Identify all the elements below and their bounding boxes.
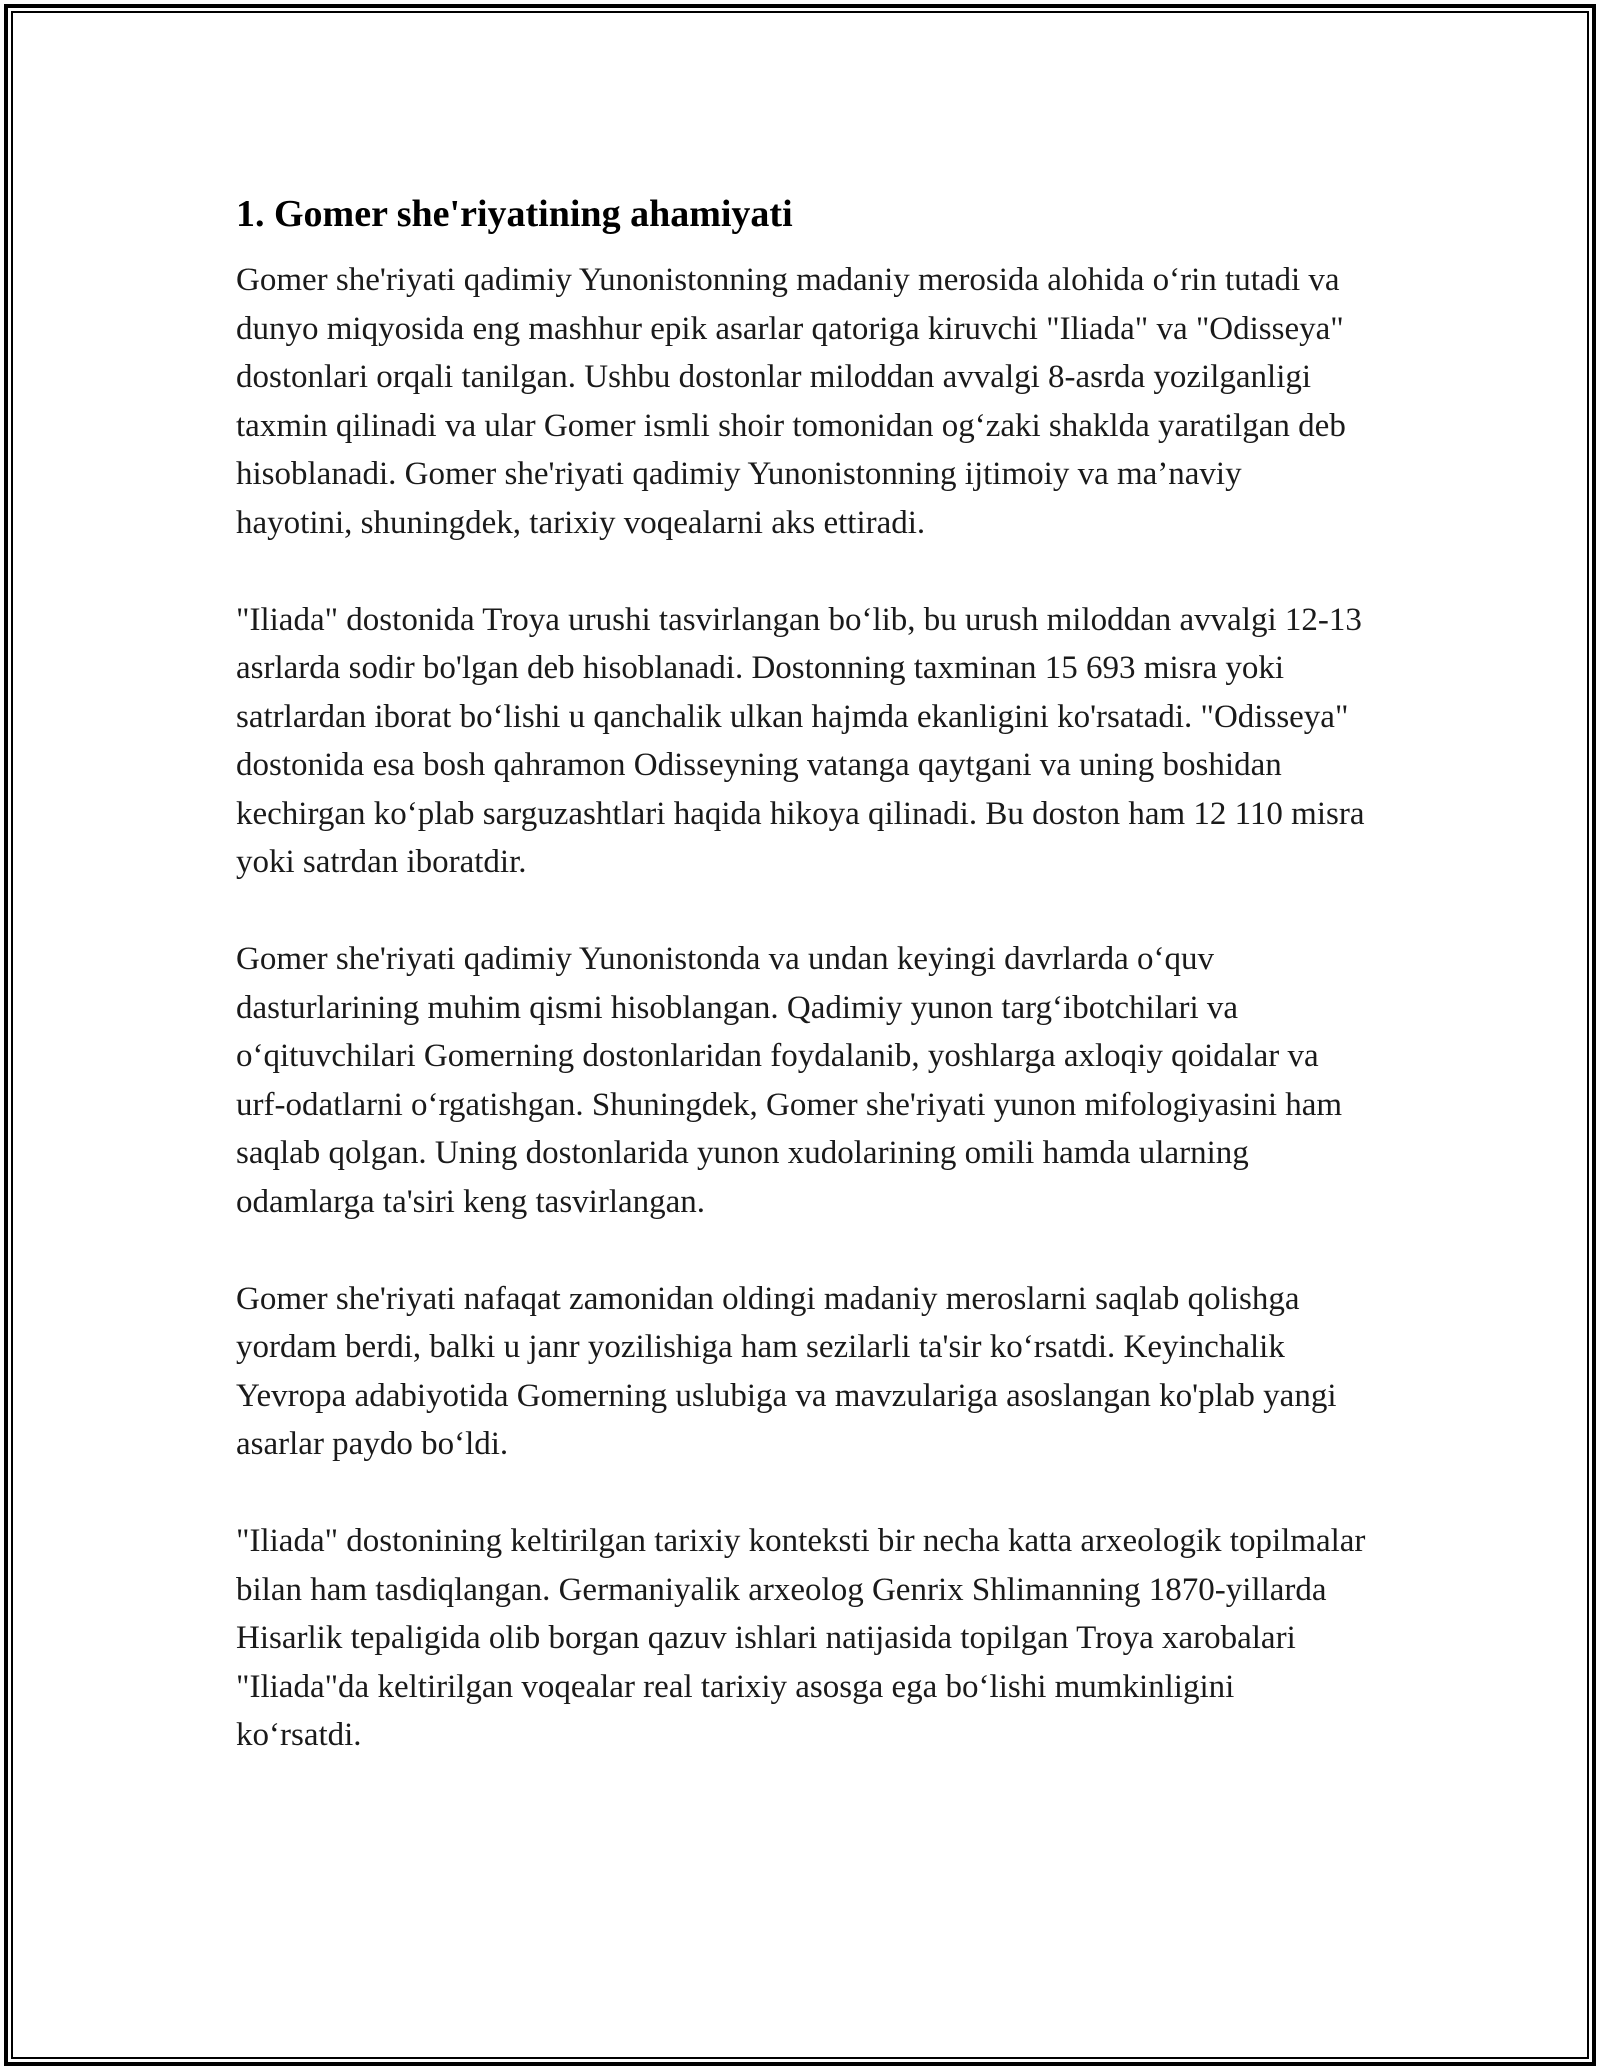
document-title: 1. Gomer she'riyatining ahamiyati: [236, 193, 793, 235]
paragraph-4: Gomer she'riyati nafaqat zamonidan oldingi madaniy meroslarni saqlab qolishga yordam berdi, balki u janr yozilishiga ham sezilarli ta'sir ko‘rsatdi. Keyinchalik Yevropa adabiyotida Gomerning uslubiga va mavzulariga asoslangan ko'plab yangi asarlar paydo bo‘ldi.: [236, 1280, 1337, 1462]
paragraph-1: Gomer she'riyati qadimiy Yunonistonning madaniy merosida alohida o‘rin tutadi va dunyo miqyosida eng mashhur epik asarlar qatoriga kiruvchi "Iliada" va "Odisseya" dostonlari orqali tanilgan. Ushbu dostonlar miloddan avvalgi 8-asrda yozilganligi taxmin qilinadi va ular Gomer ismli shoir tomonidan og‘zaki shaklda yaratilgan deb hisoblanadi. Gomer she'riyati qadimiy Yunonistonning ijtimoiy va ma’naviy hayotini, shuningdek, tarixiy voqealarni aks ettiradi.: [236, 262, 1346, 541]
paragraph-2: "Iliada" dostonida Troya urushi tasvirlangan bo‘lib, bu urush miloddan avvalgi 12-13 asrlarda sodir bo'lgan deb hisoblanadi. Dostonning taxminan 15 693 misra yoki satrlardan iborat bo‘lishi u qanchalik ulkan hajmda ekanligini ko'rsatadi. "Odisseya" dostonida esa bosh qahramon Odisseyning vatanga qaytgani va uning boshidan kechirgan ko‘plab sarguzashtlari haqida hikoya qilinadi. Bu doston ham 12 110 misra yoki satrdan iboratdir.: [236, 601, 1365, 880]
paragraph-3: Gomer she'riyati qadimiy Yunonistonda va undan keyingi davrlarda o‘quv dasturlarining muhim qismi hisoblangan. Qadimiy yunon targ‘ibotchilari va o‘qituvchilari Gomerning dostonlaridan foydalanib, yoshlarga axloqiy qoidalar va urf-odatlarni o‘rgatishgan. Shuningdek, Gomer she'riyati yunon mifologiyasini ham saqlab qolgan. Uning dostonlarida yunon xudolarining omili hamda ularning odamlarga ta'siri keng tasvirlangan.: [236, 941, 1343, 1220]
document-body: [236, 188, 1366, 1808]
paragraph-5: "Iliada" dostonining keltirilgan tarixiy konteksti bir necha katta arxeologik topilmalar bilan ham tasdiqlangan. Germaniyalik arxeolog Genrix Shlimanning 1870-yillarda Hisarlik tepaligida olib borgan qazuv ishlari natijasida topilgan Troya xarobalari "Iliada"da keltirilgan voqealar real tarixiy asosga ega bo‘lishi mumkinligini ko‘rsatdi.: [236, 1523, 1366, 1753]
